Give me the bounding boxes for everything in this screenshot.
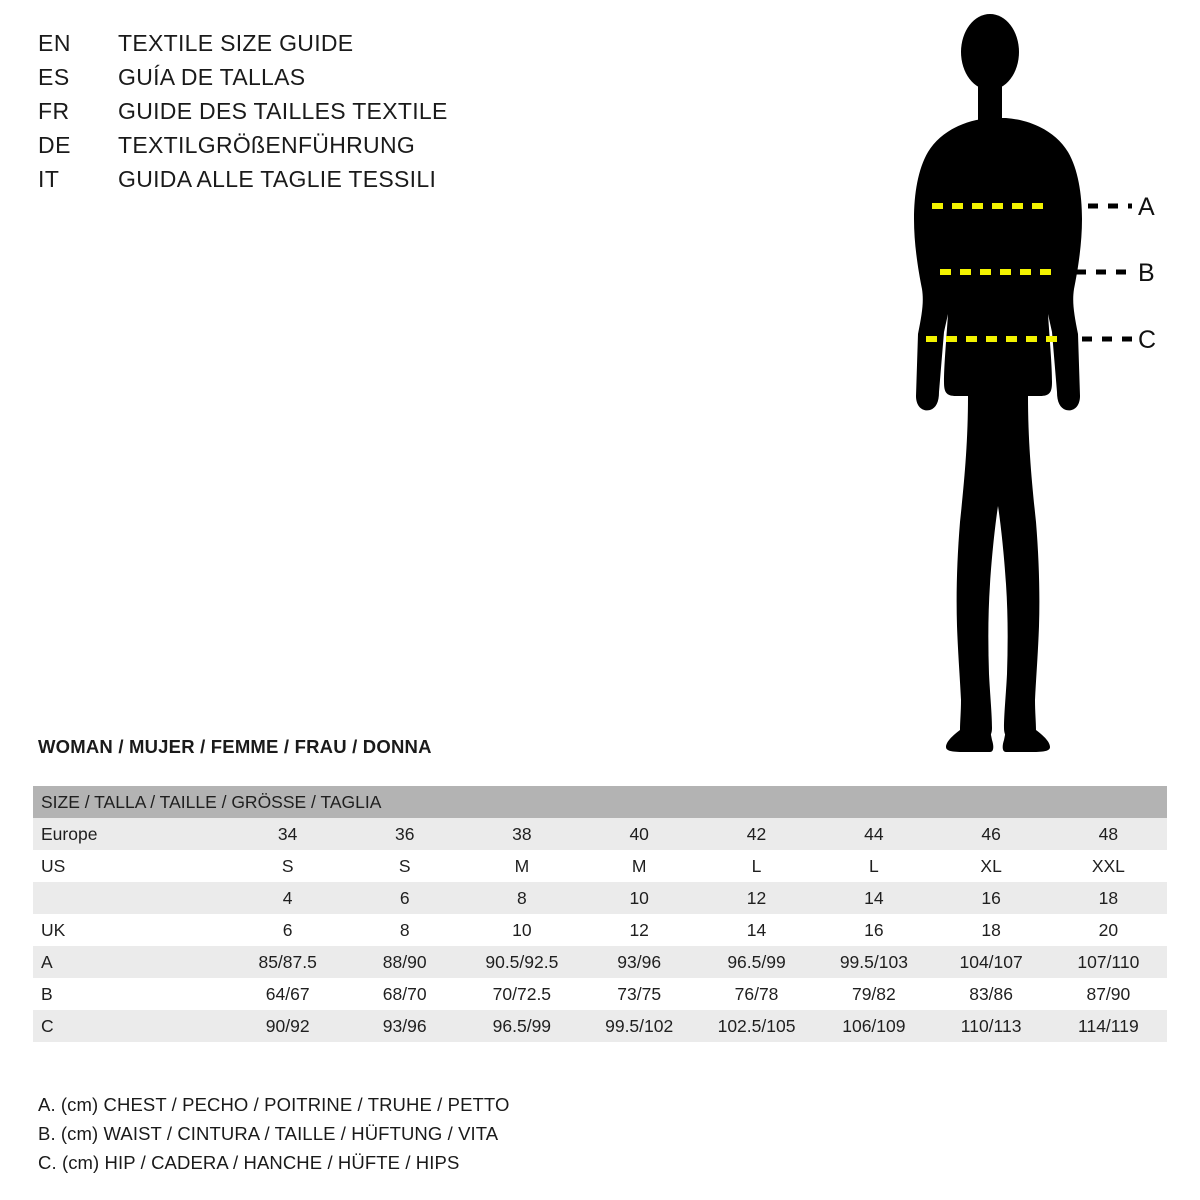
figure-female-silhouette	[860, 14, 1190, 754]
table-row	[33, 914, 1167, 946]
table-cell: 12	[581, 914, 698, 946]
table-row	[33, 850, 1167, 882]
table-cell: 12	[698, 882, 815, 914]
table-cell: 85/87.5	[229, 946, 346, 978]
table-cell: 83/86	[933, 978, 1050, 1010]
title-block	[38, 30, 658, 200]
table-cell: 44	[815, 818, 932, 850]
title-language-code: EN	[38, 30, 71, 56]
title-row	[38, 64, 658, 98]
table-cell: 90.5/92.5	[463, 946, 580, 978]
table-cell: 14	[698, 914, 815, 946]
table-cell: 96.5/99	[698, 946, 815, 978]
table-cell: 64/67	[229, 978, 346, 1010]
row-label	[33, 882, 229, 914]
table-cell: 70/72.5	[463, 978, 580, 1010]
table-cell: 10	[581, 882, 698, 914]
section-label-woman: WOMAN / MUJER / FEMME / FRAU / DONNA	[38, 736, 432, 757]
title-language-code: DE	[38, 132, 71, 158]
table-cell: 76/78	[698, 978, 815, 1010]
table-cell: 40	[581, 818, 698, 850]
table-cell: 73/75	[581, 978, 698, 1010]
row-label: UK	[33, 914, 229, 946]
title-text: GUIDE DES TAILLES TEXTILE	[118, 98, 448, 124]
table-cell: 8	[463, 882, 580, 914]
table-cell: S	[346, 850, 463, 882]
table-cell: 38	[463, 818, 580, 850]
table-cell: 6	[229, 914, 346, 946]
table-cell: L	[815, 850, 932, 882]
table-cell: 68/70	[346, 978, 463, 1010]
legend-line-b: B. (cm) WAIST / CINTURA / TAILLE / HÜFTUNG / VITA	[38, 1123, 499, 1144]
table-cell: 48	[1050, 818, 1167, 850]
table-cell: 79/82	[815, 978, 932, 1010]
title-text: TEXTILGRÖßENFÜHRUNG	[118, 132, 416, 158]
table-cell: 90/92	[229, 1010, 346, 1042]
table-cell: 18	[1050, 882, 1167, 914]
legend-line-c: C. (cm) HIP / CADERA / HANCHE / HÜFTE / HIPS	[38, 1152, 460, 1173]
table-cell: 104/107	[933, 946, 1050, 978]
table-cell: 87/90	[1050, 978, 1167, 1010]
title-row	[38, 132, 658, 166]
table-cell: 107/110	[1050, 946, 1167, 978]
table-cell: 42	[698, 818, 815, 850]
table-cell: 36	[346, 818, 463, 850]
table-cell: 88/90	[346, 946, 463, 978]
table-cell: 99.5/103	[815, 946, 932, 978]
table-cell: 93/96	[581, 946, 698, 978]
table-header-row	[33, 786, 1167, 818]
table-cell: 102.5/105	[698, 1010, 815, 1042]
table-cell: 14	[815, 882, 932, 914]
measurement-legend	[38, 1090, 838, 1177]
table-cell: M	[581, 850, 698, 882]
table-cell: 4	[229, 882, 346, 914]
title-text: TEXTILE SIZE GUIDE	[118, 30, 354, 56]
marker-label-b: B	[1138, 259, 1155, 287]
legend-line-a: A. (cm) CHEST / PECHO / POITRINE / TRUHE / PETTO	[38, 1094, 510, 1115]
size-table	[33, 786, 1167, 1042]
table-cell: 99.5/102	[581, 1010, 698, 1042]
table-cell: 10	[463, 914, 580, 946]
table-cell: 110/113	[933, 1010, 1050, 1042]
table-cell: 96.5/99	[463, 1010, 580, 1042]
table-cell: L	[698, 850, 815, 882]
table-cell: 18	[933, 914, 1050, 946]
row-label: C	[33, 1010, 229, 1042]
table-cell: 8	[346, 914, 463, 946]
row-label: Europe	[33, 818, 229, 850]
table-cell: 6	[346, 882, 463, 914]
title-row	[38, 98, 658, 132]
body-shape	[914, 14, 1082, 752]
table-row	[33, 946, 1167, 978]
table-cell: 106/109	[815, 1010, 932, 1042]
table-cell: 16	[815, 914, 932, 946]
table-cell: 114/119	[1050, 1010, 1167, 1042]
table-cell: 93/96	[346, 1010, 463, 1042]
title-row	[38, 166, 658, 200]
table-cell: 16	[933, 882, 1050, 914]
table-row	[33, 818, 1167, 850]
silhouette-svg	[860, 14, 1190, 754]
table-cell: XXL	[1050, 850, 1167, 882]
table-header-label: SIZE / TALLA / TAILLE / GRÖSSE / TAGLIA	[33, 786, 1167, 818]
row-label: B	[33, 978, 229, 1010]
table-row	[33, 882, 1167, 914]
table-cell: M	[463, 850, 580, 882]
title-language-code: ES	[38, 64, 70, 90]
title-text: GUIDA ALLE TAGLIE TESSILI	[118, 166, 437, 192]
table-cell: XL	[933, 850, 1050, 882]
row-label: A	[33, 946, 229, 978]
marker-label-c: C	[1138, 326, 1157, 354]
title-text: GUÍA DE TALLAS	[118, 64, 306, 90]
title-language-code: FR	[38, 98, 70, 124]
table-cell: 20	[1050, 914, 1167, 946]
row-label: US	[33, 850, 229, 882]
title-row	[38, 30, 658, 64]
title-language-code: IT	[38, 166, 60, 192]
table-cell: 34	[229, 818, 346, 850]
table-row	[33, 1010, 1167, 1042]
table-row	[33, 978, 1167, 1010]
table-cell: S	[229, 850, 346, 882]
marker-label-a: A	[1138, 193, 1155, 221]
table-cell: 46	[933, 818, 1050, 850]
